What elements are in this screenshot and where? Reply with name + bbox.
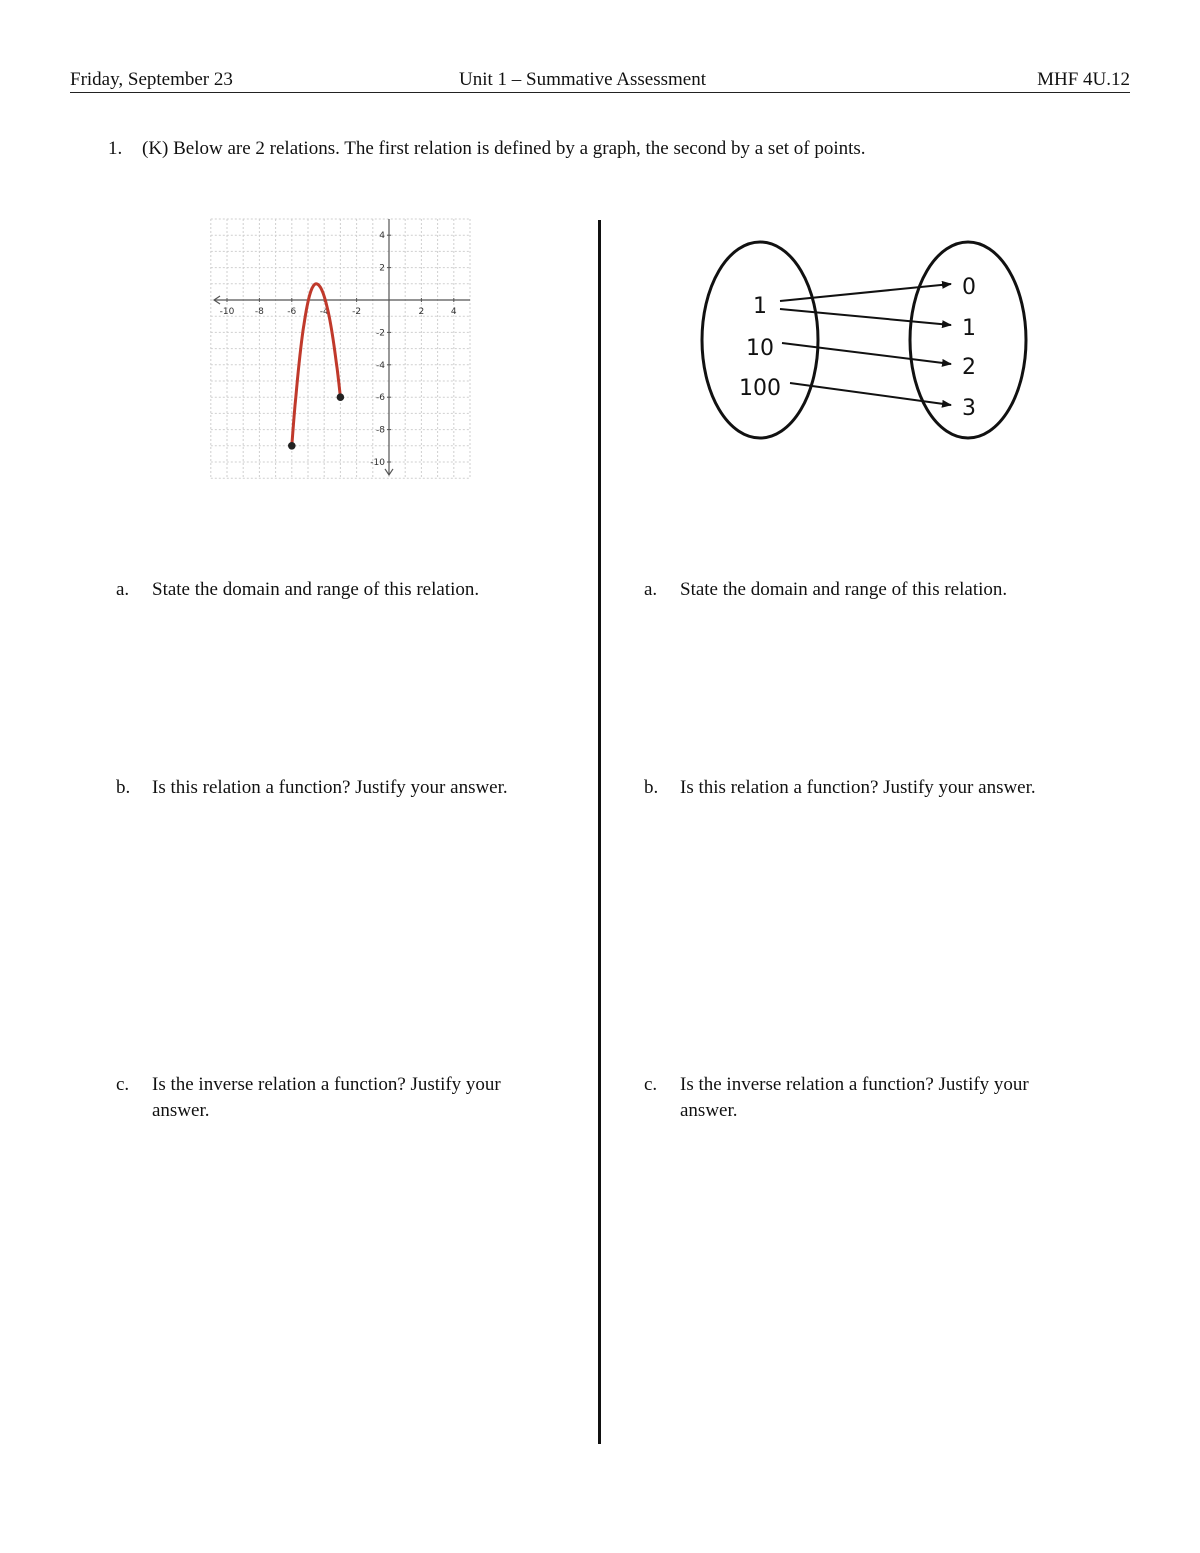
header-date: Friday, September 23 <box>70 69 233 90</box>
part-text: State the domain and range of this relation. <box>152 579 480 600</box>
y-tick-label: -2 <box>376 328 385 339</box>
part-text: State the domain and range of this relation. <box>680 579 1008 600</box>
y-tick-label: -4 <box>376 360 385 371</box>
part-letter: c. <box>644 1074 658 1095</box>
part-text: Is the inverse relation a function? Justify your answer. <box>680 1074 1029 1121</box>
part-letter: c. <box>116 1074 130 1095</box>
question-number: 1. <box>108 138 123 159</box>
part-text: Is the inverse relation a function? Justify your answer. <box>152 1074 501 1121</box>
x-tick-label: -2 <box>352 307 362 317</box>
relation-graph <box>204 218 474 483</box>
mapping-arrow <box>790 383 951 405</box>
question-text: (K) Below are 2 relations. The first relation is defined by a graph, the second by a set of points. <box>142 138 866 159</box>
part-text: Is this relation a function? Justify your answer. <box>152 777 508 798</box>
graph-endpoint-right <box>337 393 345 401</box>
x-tick-label: -6 <box>287 307 297 317</box>
y-tick-label: 4 <box>379 231 385 242</box>
mapping-arrow <box>780 284 951 301</box>
x-tick-label: -4 <box>319 307 329 317</box>
relation-mapping-diagram <box>690 236 1040 456</box>
page-header <box>70 68 1130 93</box>
part-letter: a. <box>644 579 658 600</box>
column-divider <box>598 220 601 1444</box>
part-letter: b. <box>644 777 659 798</box>
x-tick-label: 4 <box>450 307 457 317</box>
part-text: Is this relation a function? Justify your answer. <box>680 777 1036 798</box>
mapping-arrow <box>780 309 951 325</box>
range-value: 3 <box>962 396 976 421</box>
range-value: 0 <box>962 275 976 300</box>
graph-grid <box>211 219 470 478</box>
header-title: Unit 1 – Summative Assessment <box>459 69 706 90</box>
x-tick-label: 2 <box>418 307 425 317</box>
domain-value: 1 <box>753 294 767 319</box>
graph-endpoint-left <box>288 442 296 450</box>
y-tick-label: -6 <box>376 393 385 404</box>
y-tick-label: -10 <box>370 458 385 468</box>
domain-value: 10 <box>746 336 774 361</box>
mapping-arrow <box>782 343 951 364</box>
header-course-code: MHF 4U.12 <box>1037 69 1130 90</box>
question-1 <box>108 138 866 160</box>
y-tick-label: 2 <box>379 263 385 274</box>
range-value: 2 <box>962 355 976 380</box>
x-tick-label: -8 <box>254 307 264 317</box>
x-tick-label: -10 <box>219 307 235 317</box>
y-tick-label: -8 <box>376 425 385 436</box>
graph-axes <box>214 219 470 475</box>
part-letter: a. <box>116 579 130 600</box>
domain-value: 100 <box>739 376 781 401</box>
part-letter: b. <box>116 777 131 798</box>
range-value: 1 <box>962 316 976 341</box>
